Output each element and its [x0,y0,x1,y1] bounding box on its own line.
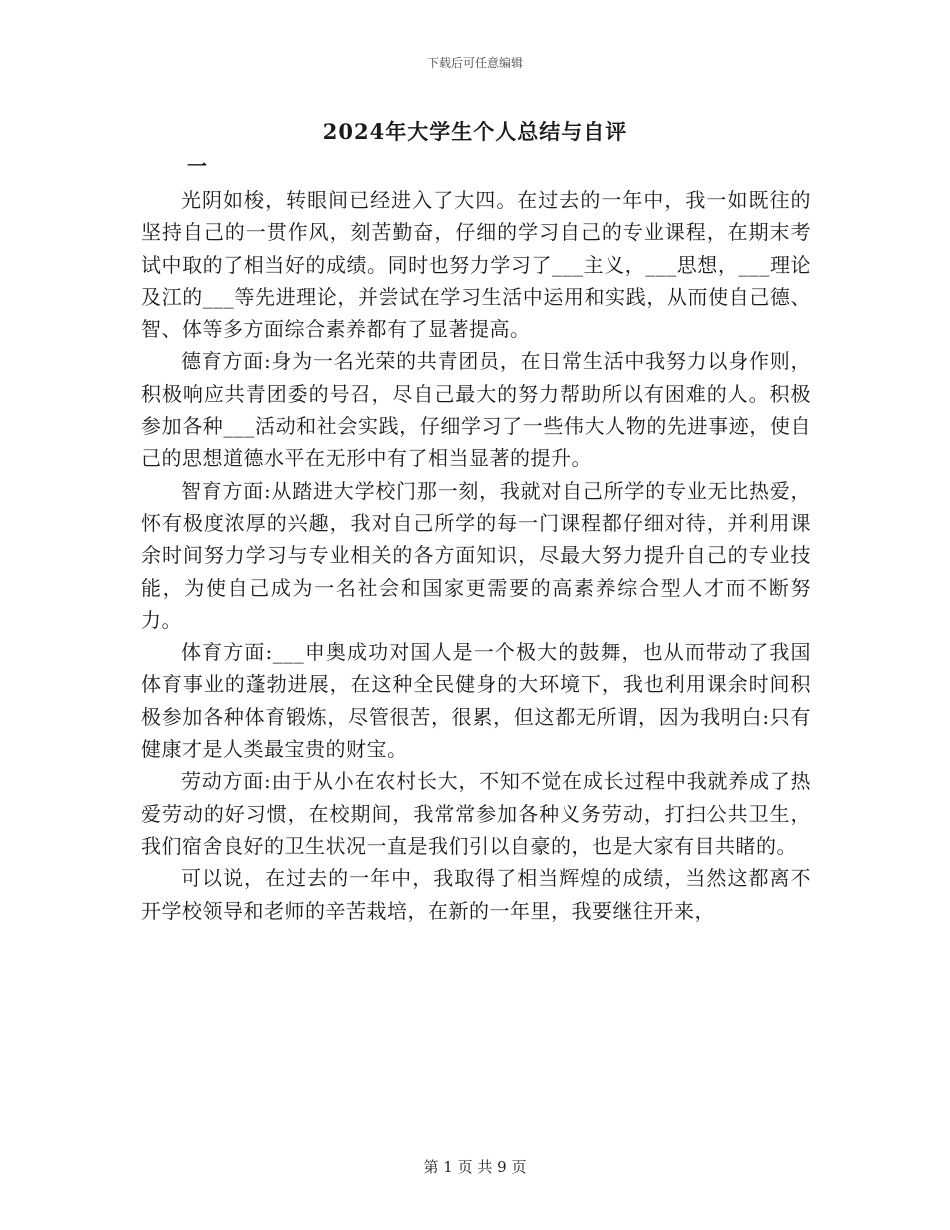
document-body [141,184,811,927]
section-heading: 一 [187,154,207,178]
paragraph-labor: 劳动方面:由于从小在农村长大，不知不觉在成长过程中我就养成了热爱劳动的好习惯，在校期间，我常常参加各种义务劳动，打扫公共卫生，我们宿舍良好的卫生状况一直是我们引以自豪的，也是大家有目共睹的。 [141,769,811,858]
paragraph-intellect: 智育方面:从踏进大学校门那一刻，我就对自己所学的专业无比热爱，怀有极度浓厚的兴趣，我对自己所学的每一门课程都仔细对待，并利用课余时间努力学习与专业相关的各方面知识，尽最大努力提升自己的专业技能，为使自己成为一名社会和国家更需要的高素养综合型人才而不断努力。 [141,478,811,632]
document-title: 2024年大学生个人总结与自评 [322,119,628,144]
paragraph-intro: 光阴如梭，转眼间已经进入了大四。在过去的一年中，我一如既往的坚持自己的一贯作风，刻苦勤奋，仔细的学习自己的专业课程，在期末考试中取的了相当好的成绩。同时也努力学习了___主义，___思想，___理论及江的___等先进理论，并尝试在学习生活中运用和实践，从而使自己德、智、体等多方面综合素养都有了显著提高。 [141,188,811,342]
page-number: 第 1 页 共 9 页 [423,1158,527,1176]
paragraph-moral: 德育方面:身为一名光荣的共青团员，在日常生活中我努力以身作则，积极响应共青团委的号召，尽自己最大的努力帮助所以有困难的人。积极参加各种___活动和社会实践，仔细学习了一些伟大人物的先进事迹，使自己的思想道德水平在无形中有了相当显著的提升。 [141,349,811,471]
paragraph-physical: 体育方面:___申奥成功对国人是一个极大的鼓舞，也从而带动了我国体育事业的蓬勃进展，在这种全民健身的大环境下，我也利用课余时间积极参加各种体育锻炼，尽管很苦，很累，但这都无所谓，因为我明白:只有健康才是人类最宝贵的财宝。 [141,640,811,762]
page-header-note: 下载后可任意编辑 [426,56,523,70]
paragraph-conclusion: 可以说，在过去的一年中，我取得了相当辉煌的成绩，当然这都离不开学校领导和老师的辛苦栽培，在新的一年里，我要继往开来， [141,866,811,923]
